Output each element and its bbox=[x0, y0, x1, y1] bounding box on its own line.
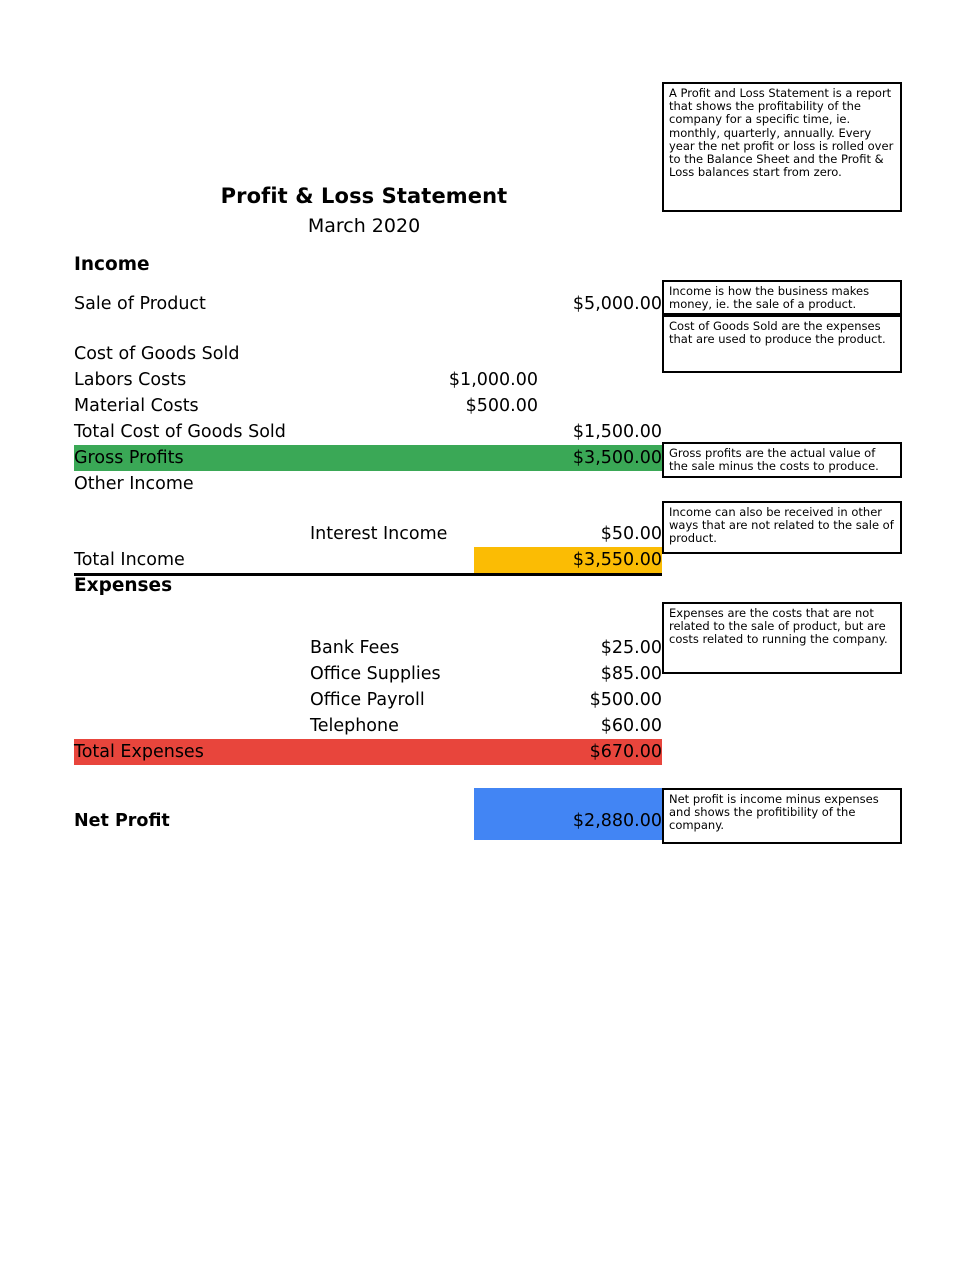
spacer bbox=[74, 278, 662, 291]
expenses-heading-label: Expenses bbox=[74, 575, 173, 596]
profit-loss-statement bbox=[74, 252, 662, 840]
callout-gross-profits: Gross profits are the actual value of the sale minus the costs to produce. bbox=[662, 442, 902, 478]
material-costs-amount: $500.00 bbox=[465, 396, 538, 416]
line-item-sale-of-product bbox=[74, 291, 662, 317]
labors-costs-label: Labors Costs bbox=[74, 370, 187, 390]
cost-of-goods-sold-label: Cost of Goods Sold bbox=[74, 344, 240, 364]
telephone-label: Telephone bbox=[310, 716, 399, 736]
office-supplies-label: Office Supplies bbox=[310, 664, 441, 684]
line-item-total-income bbox=[74, 547, 662, 573]
bank-fees-label: Bank Fees bbox=[310, 638, 400, 658]
office-payroll-amount: $500.00 bbox=[589, 690, 662, 710]
spacer bbox=[74, 497, 662, 521]
gross-profits-amount: $3,500.00 bbox=[572, 448, 662, 468]
gross-profits-label: Gross Profits bbox=[74, 448, 184, 468]
spacer bbox=[74, 317, 662, 341]
material-costs-label: Material Costs bbox=[74, 396, 199, 416]
line-item-office-payroll bbox=[74, 687, 662, 713]
line-item-total-expenses bbox=[74, 739, 662, 765]
section-heading-income bbox=[74, 252, 662, 278]
callout-net-profit: Net profit is income minus expenses and shows the profitibility of the company. bbox=[662, 788, 902, 844]
total-cogs-amount: $1,500.00 bbox=[572, 422, 662, 442]
bank-fees-amount: $25.00 bbox=[600, 638, 662, 658]
telephone-amount: $60.00 bbox=[600, 716, 662, 736]
callout-expenses: Expenses are the costs that are not related to the sale of product, but are costs related to running the company. bbox=[662, 602, 902, 674]
line-item-office-supplies bbox=[74, 661, 662, 687]
net-profit-amount: $2,880.00 bbox=[572, 811, 662, 831]
section-heading-expenses bbox=[74, 573, 662, 599]
document-header bbox=[0, 182, 728, 240]
line-item-total-cost-of-goods-sold bbox=[74, 419, 662, 445]
line-item-other-income bbox=[74, 471, 662, 497]
interest-income-amount: $50.00 bbox=[600, 524, 662, 544]
income-heading-label: Income bbox=[74, 254, 150, 275]
page-title: Profit & Loss Statement bbox=[220, 184, 508, 208]
line-item-labors-costs bbox=[74, 367, 662, 393]
callout-overview: A Profit and Loss Statement is a report that shows the profitability of the company for a specific time, ie. monthly, quarterly, annually. Every year the net profit or loss is rolled over to the Balance Sheet and the Profit & Loss balances start from zero. bbox=[662, 82, 902, 212]
interest-income-label: Interest Income bbox=[310, 524, 448, 544]
total-expenses-amount: $670.00 bbox=[589, 742, 662, 762]
other-income-label: Other Income bbox=[74, 474, 194, 494]
office-supplies-amount: $85.00 bbox=[600, 664, 662, 684]
line-item-interest-income bbox=[74, 521, 662, 547]
line-item-gross-profits bbox=[74, 445, 662, 471]
line-item-bank-fees bbox=[74, 635, 662, 661]
line-item-material-costs bbox=[74, 393, 662, 419]
document-period: March 2020 bbox=[307, 215, 421, 237]
net-profit-label: Net Profit bbox=[74, 811, 170, 831]
sale-of-product-label: Sale of Product bbox=[74, 294, 206, 314]
callout-cost-of-goods-sold: Cost of Goods Sold are the expenses that are used to produce the product. bbox=[662, 315, 902, 373]
spacer bbox=[74, 599, 662, 635]
labors-costs-amount: $1,000.00 bbox=[448, 370, 538, 390]
sale-of-product-amount: $5,000.00 bbox=[572, 294, 662, 314]
line-item-net-profit bbox=[74, 801, 662, 840]
line-item-cost-of-goods-sold bbox=[74, 341, 662, 367]
total-income-label: Total Income bbox=[74, 550, 185, 570]
callout-other-income: Income can also be received in other ways that are not related to the sale of product. bbox=[662, 501, 902, 554]
total-income-amount: $3,550.00 bbox=[474, 547, 662, 573]
total-expenses-label: Total Expenses bbox=[74, 742, 204, 762]
callout-income: Income is how the business makes money, ie. the sale of a product. bbox=[662, 280, 902, 315]
line-item-telephone bbox=[74, 713, 662, 739]
office-payroll-label: Office Payroll bbox=[310, 690, 425, 710]
total-cogs-label: Total Cost of Goods Sold bbox=[74, 422, 286, 442]
